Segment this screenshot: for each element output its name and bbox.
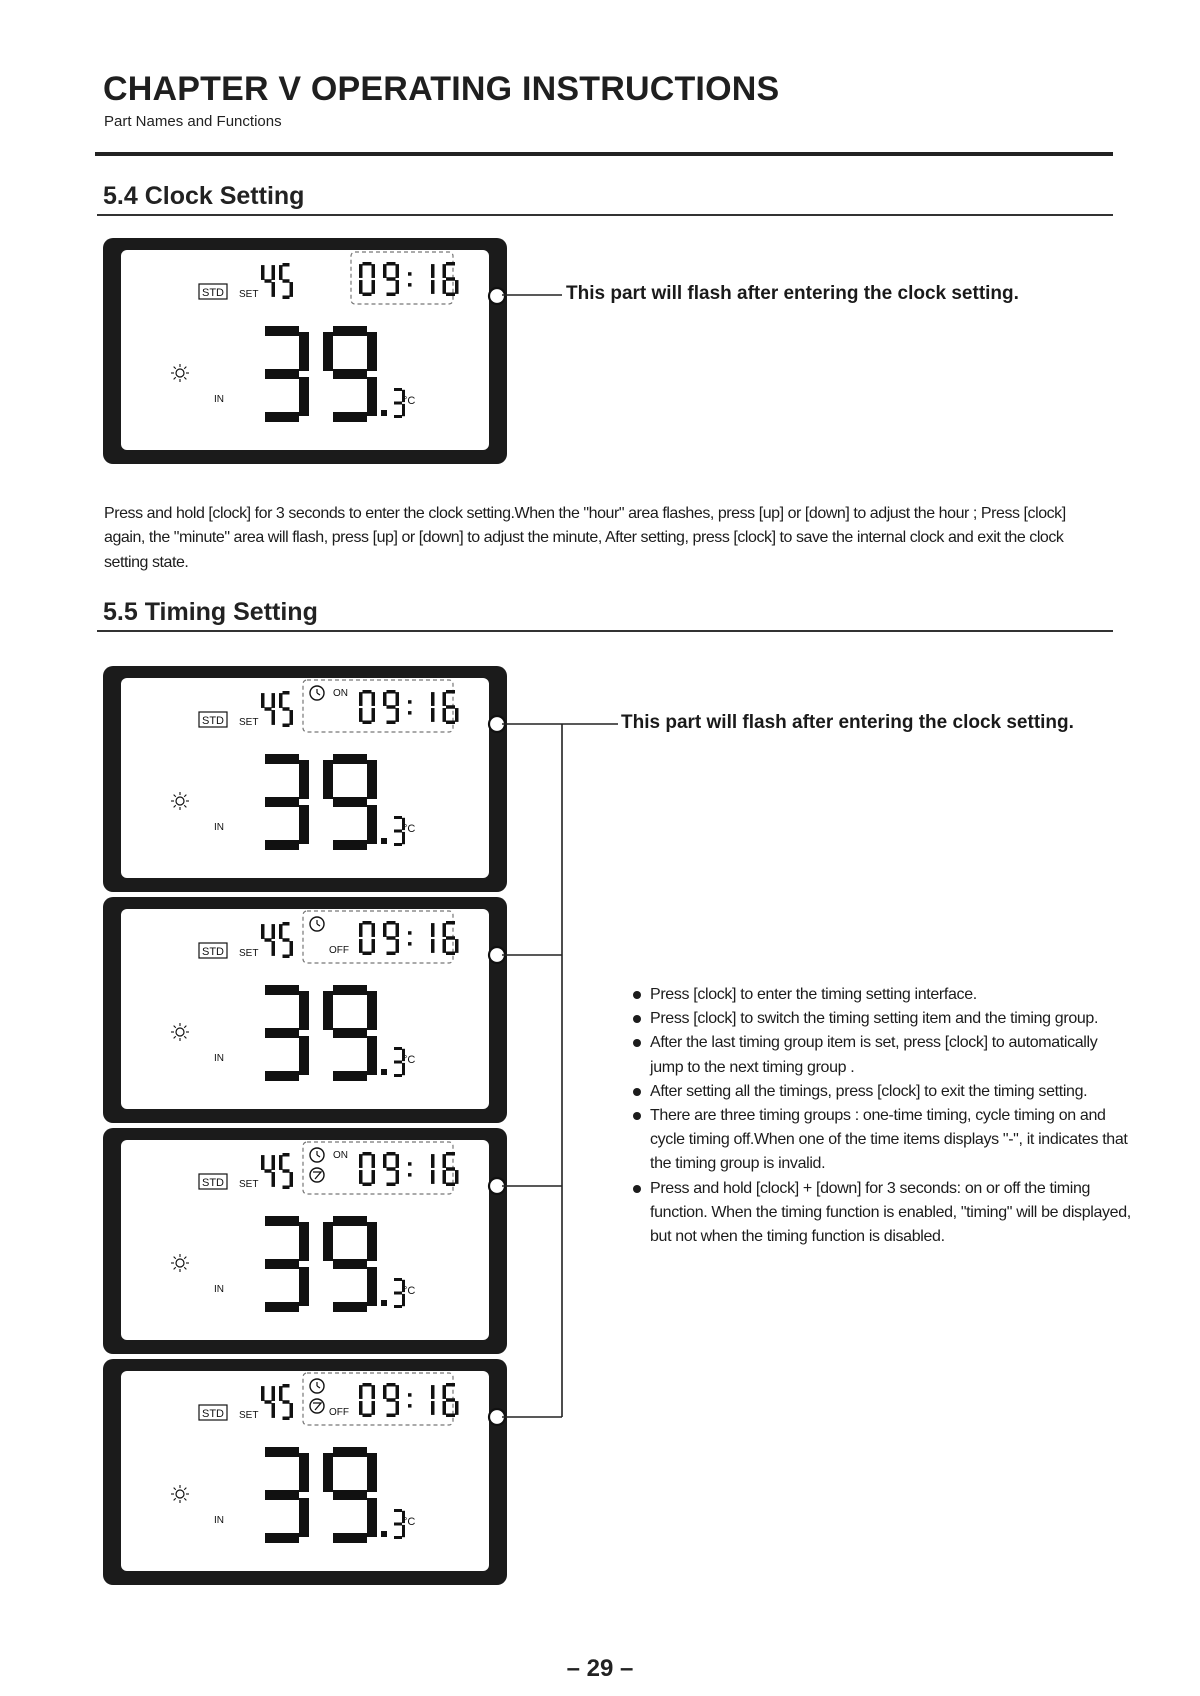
in-label: IN <box>214 1284 224 1295</box>
list-item: Press [clock] to switch the timing setting item and the timing group. <box>632 1007 1132 1031</box>
list-item: Press [clock] to enter the timing setting interface. <box>632 983 1132 1007</box>
timing-instructions-list <box>632 983 1132 1249</box>
timer-state-label: ON <box>333 688 348 699</box>
section-heading-clock: 5.4 Clock Setting <box>103 182 305 210</box>
clock-setting-instructions: Press and hold [clock] for 3 seconds to enter the clock setting.When the "hour" area flashes, press [up] or [down] to adjust the hour ; Press [clock] again, the "minute" area will flash, press [up] or [down] to adjust the minute, After setting, press [clock] to save the internal clock and exit the clock setting state. <box>104 505 1066 571</box>
std-label: STD <box>202 287 224 299</box>
std-label: STD <box>202 1408 224 1420</box>
in-label: IN <box>214 822 224 833</box>
set-label: SET <box>239 289 259 300</box>
in-label: IN <box>214 394 224 405</box>
chapter-title: CHAPTER V OPERATING INSTRUCTIONS <box>103 70 780 108</box>
list-item: There are three timing groups : one-time timing, cycle timing on and cycle timing off.When one of the time items displays "-", it indicates that the timing group is invalid. <box>632 1104 1132 1177</box>
std-label: STD <box>202 715 224 727</box>
set-label: SET <box>239 717 259 728</box>
list-item: After setting all the timings, press [clock] to exit the timing setting. <box>632 1080 1132 1104</box>
list-item: Press and hold [clock] + [down] for 3 seconds: on or off the timing function. When the timing function is enabled, "timing" will be displayed, but not when the timing function is disabled. <box>632 1177 1132 1250</box>
set-label: SET <box>239 1179 259 1190</box>
timer-state-label: OFF <box>329 1407 349 1418</box>
in-label: IN <box>214 1515 224 1526</box>
in-label: IN <box>214 1053 224 1064</box>
timer-state-label: OFF <box>329 945 349 956</box>
set-label: SET <box>239 948 259 959</box>
clock-flash-callout: This part will flash after entering the clock setting. <box>566 283 1019 304</box>
celsius-unit: °C <box>403 395 416 407</box>
timer-state-label: ON <box>333 1150 348 1161</box>
page-number: – 29 – <box>566 1655 634 1682</box>
chapter-subtitle: Part Names and Functions <box>104 113 282 130</box>
list-item: After the last timing group item is set, press [clock] to automatically jump to the next timing group . <box>632 1031 1132 1079</box>
section-heading-timing: 5.5 Timing Setting <box>103 598 318 626</box>
celsius-unit: °C <box>403 823 416 835</box>
set-label: SET <box>239 1410 259 1421</box>
std-label: STD <box>202 1177 224 1189</box>
celsius-unit: °C <box>403 1516 416 1528</box>
celsius-unit: °C <box>403 1054 416 1066</box>
std-label: STD <box>202 946 224 958</box>
timing-flash-callout: This part will flash after entering the clock setting. <box>621 712 1074 733</box>
celsius-unit: °C <box>403 1285 416 1297</box>
